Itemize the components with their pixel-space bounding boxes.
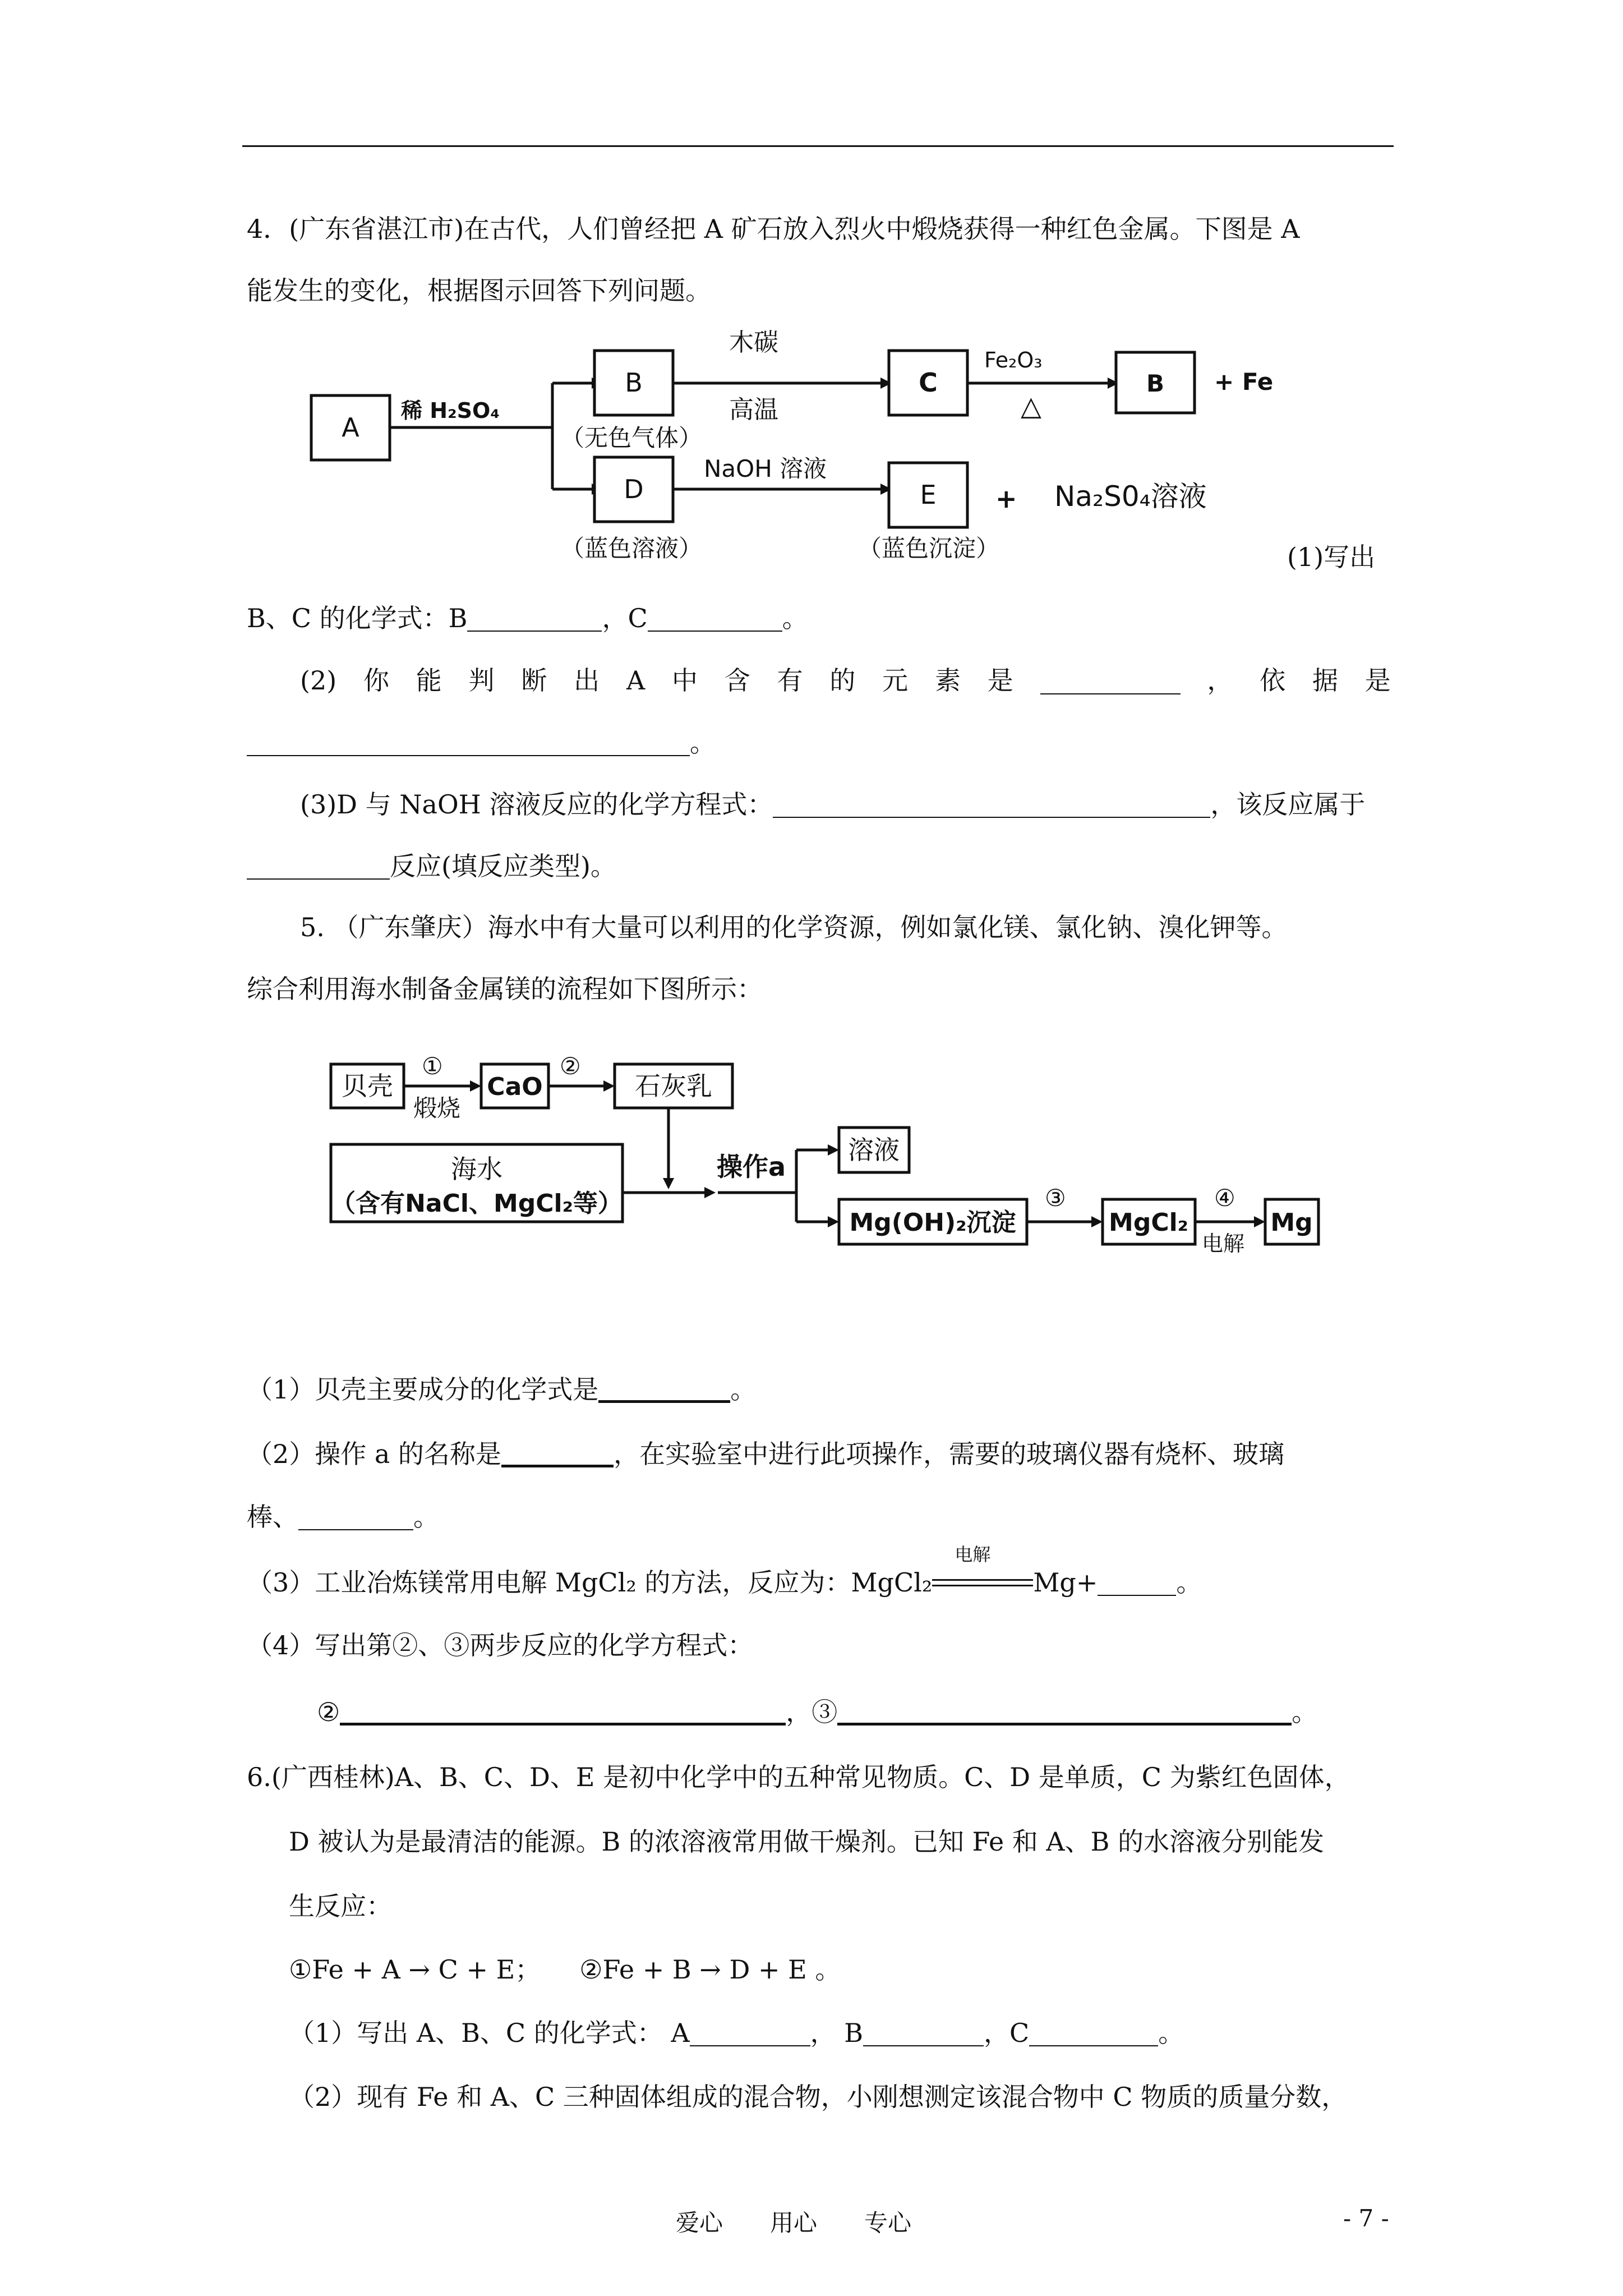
q5-s1-label: （1）贝壳主要成分的化学式是 [247, 1374, 599, 1405]
q4-p2-char: 能 [416, 665, 442, 696]
q4-reagent-naoh: NaOH 溶液 [704, 455, 827, 482]
q5-s4-blank-3[interactable] [837, 1697, 1292, 1726]
q5-mgoh2: Mg(OH)₂沉淀 [849, 1208, 1016, 1237]
q5-shell: 贝壳 [342, 1071, 393, 1101]
q4-p1-end: 。 [782, 603, 808, 633]
q4-node-c: C [919, 367, 938, 398]
q4-reagent-acid: 稀 H₂SO₄ [401, 398, 500, 423]
q4-intro-line-2: 能发生的变化，根据图示回答下列问题。 [247, 275, 711, 306]
q5-s4-end: 。 [1292, 1697, 1318, 1727]
footer-motto: 爱心 用心 专心 [676, 2209, 912, 2237]
q5-mg: Mg [1270, 1208, 1313, 1237]
q4-p1-tail: (1)写出 [1287, 542, 1376, 572]
q4-p2-char: 含 [724, 665, 750, 696]
q5-s3-line [247, 1544, 1202, 1598]
q4-p2-char: A [626, 665, 645, 696]
q4-p1-blank-b[interactable] [467, 605, 602, 632]
page-number: - 7 - [1343, 2205, 1389, 2232]
q6-s1-blank-c[interactable] [1029, 2019, 1158, 2046]
q4-p2-char: 是 [987, 665, 1013, 696]
q6-s1-end: 。 [1158, 2018, 1184, 2048]
q4-p3-line-2 [247, 853, 616, 880]
q4-p2-char: 判 [468, 665, 495, 696]
q5-seawater-note: （含有NaCl、MgCl₂等） [331, 1189, 623, 1218]
q6-s1-blank-a[interactable] [690, 2019, 810, 2046]
q4-p2-blank-element[interactable] [1040, 668, 1181, 694]
q5-s2-line2: 棒、 [247, 1502, 298, 1532]
q4-p2-char: 据 [1312, 665, 1338, 696]
q5-s4-a-marker: ② [317, 1697, 340, 1727]
q5-s1-line [247, 1374, 756, 1403]
q4-node-d: D [624, 474, 644, 504]
q6-intro-line-2: D 被认为是最清洁的能源。B 的浓溶液常用做干燥剂。已知 Fe 和 A、B 的水溶液分别能发 [289, 1826, 1325, 1857]
q4-p2-blank-reason[interactable] [247, 729, 690, 756]
q4-node-a: A [342, 412, 359, 443]
q5-s4-answers [317, 1697, 1317, 1726]
q5-intro-line-2: 综合利用海水制备金属镁的流程如下图所示： [247, 974, 763, 1004]
q6-s1-blank-b[interactable] [863, 2019, 984, 2046]
q4-p2-char: 的 [829, 665, 856, 696]
q4-p2-char: 中 [671, 665, 698, 696]
q4-condition-heat: 高温 [729, 395, 778, 424]
q4-node-e: E [920, 480, 937, 510]
q4-p2-line-2 [247, 729, 716, 756]
q6-s2-line: （2）现有 Fe 和 A、C 三种固体组成的混合物，小刚想测定该混合物中 C 物质的质量分数， [289, 2082, 1348, 2112]
q5-operation-a: 操作a [717, 1152, 786, 1182]
q4-p2-char: 依 [1260, 665, 1286, 696]
q5-s4-line: （4）写出第②、③两步反应的化学方程式： [247, 1630, 754, 1660]
q4-p3-blank-type[interactable] [247, 853, 390, 880]
q4-p2-comma: ， [1207, 665, 1233, 696]
q4-p2-char: 元 [882, 665, 909, 696]
q6-s1-b: ， B [810, 2018, 864, 2048]
q5-s4-blank-2[interactable] [340, 1697, 786, 1726]
q4-p2-char: 你 [363, 665, 389, 696]
q5-seawater: 海水 [451, 1154, 502, 1184]
q4-reagent-carbon: 木碳 [729, 328, 778, 357]
q4-reaction-diagram [303, 325, 1324, 572]
q5-electrolysis: 电解 [1202, 1231, 1245, 1256]
q5-s2-line-2 [247, 1503, 439, 1530]
header-rule [242, 145, 1394, 147]
q5-s2-end: 。 [413, 1502, 439, 1532]
q5-s3-condition: 电解 [955, 1544, 991, 1565]
q4-p3-blank-equation[interactable] [773, 791, 1210, 818]
q5-lime-milk: 石灰乳 [635, 1071, 712, 1101]
q4-p2-char: 有 [777, 665, 803, 696]
q4-p1-mid: ，C [602, 603, 648, 633]
q5-s3-product: Mg+ [1033, 1567, 1098, 1598]
q4-p3-line2: 反应(填反应类型)。 [390, 851, 616, 881]
q5-step2: ② [560, 1052, 581, 1080]
q4-p1-line [247, 605, 808, 632]
q4-label-b: （无色气体） [561, 424, 703, 452]
q5-s2-blank-instrument[interactable] [298, 1503, 413, 1530]
q4-reagent-fe2o3: Fe₂O₃ [984, 348, 1043, 372]
q4-p2-char: 出 [574, 665, 600, 696]
q4-intro-line-1: 4．(广东省湛江市)在古代，人们曾经把 A 矿石放入烈火中煅烧获得一种红色金属。下图是 A [247, 214, 1300, 244]
q4-p2-char: 是 [1364, 665, 1391, 696]
q5-cao: CaO [487, 1073, 543, 1101]
q4-label-d: （蓝色溶液） [561, 535, 703, 562]
q4-node-b2: B [1146, 370, 1165, 397]
q5-s2-blank-name[interactable] [501, 1439, 614, 1467]
q4-p3-mid: ，该反应属于 [1210, 789, 1366, 820]
q5-calcine: 煅烧 [413, 1094, 461, 1122]
q4-p3-start: (3)D 与 NaOH 溶液反应的化学方程式： [300, 789, 773, 820]
q6-intro-line-3: 生反应： [289, 1891, 392, 1921]
q5-solution: 溶液 [848, 1135, 900, 1165]
q4-heat-symbol: △ [1021, 390, 1041, 422]
q4-p2-char: 断 [521, 665, 547, 696]
q4-plus: + [995, 484, 1017, 514]
q5-step4: ④ [1214, 1184, 1235, 1212]
q4-p2-char: (2) [300, 665, 337, 696]
q6-intro-line-1: 6.(广西桂林)A、B、C、D、E 是初中化学中的五种常见物质。C、D 是单质，C 为紫红色固体， [247, 1762, 1350, 1792]
q5-s1-end: 。 [730, 1374, 757, 1405]
q5-s2-mid: ，在实验室中进行此项操作，需要的玻璃仪器有烧杯、玻璃 [613, 1439, 1284, 1469]
q5-mgcl2: MgCl₂ [1109, 1208, 1188, 1237]
q5-s4-mid: ，③ [786, 1697, 838, 1727]
q4-p2-end: 。 [690, 728, 716, 758]
q5-s3-label: （3）工业冶炼镁常用电解 MgCl₂ 的方法，反应为：MgCl₂ [247, 1567, 933, 1598]
q6-s1-line [289, 2019, 1184, 2046]
q4-p1-label: B、C 的化学式：B [247, 603, 468, 633]
q4-label-e: （蓝色沉淀） [858, 535, 1000, 562]
q4-product-na2so4: Na₂S0₄溶液 [1054, 480, 1207, 513]
q4-plus-fe: + Fe [1214, 368, 1274, 395]
q6-s1-label: （1）写出 A、B、C 的化学式： A [289, 2018, 690, 2048]
q5-intro-line-1: 5. （广东肇庆）海水中有大量可以利用的化学资源，例如氯化镁、氯化钠、溴化钾等。 [300, 912, 1288, 942]
q5-step3: ③ [1045, 1184, 1066, 1212]
q6-reactions: ①Fe + A → C + E； ②Fe + B → D + E 。 [289, 1954, 841, 1985]
q4-p2-char: 素 [934, 665, 961, 696]
q5-s1-blank[interactable] [598, 1374, 730, 1403]
q5-step1: ① [422, 1052, 443, 1080]
q4-p1-blank-c[interactable] [648, 605, 782, 632]
q4-p3-line-1 [300, 791, 1365, 818]
q5-s2-line-1 [247, 1439, 1284, 1467]
q5-flow-diagram [325, 1043, 1346, 1279]
q5-s3-end: 。 [1176, 1567, 1202, 1598]
q4-node-b: B [625, 367, 643, 398]
q4-p2-line-1 [300, 665, 1391, 696]
q6-s1-c: ，C [984, 2018, 1030, 2048]
q5-s3-blank[interactable] [1098, 1569, 1176, 1596]
q5-s2-label: （2）操作 a 的名称是 [247, 1439, 501, 1469]
q5-s3-electrolysis-sign [932, 1544, 1033, 1594]
